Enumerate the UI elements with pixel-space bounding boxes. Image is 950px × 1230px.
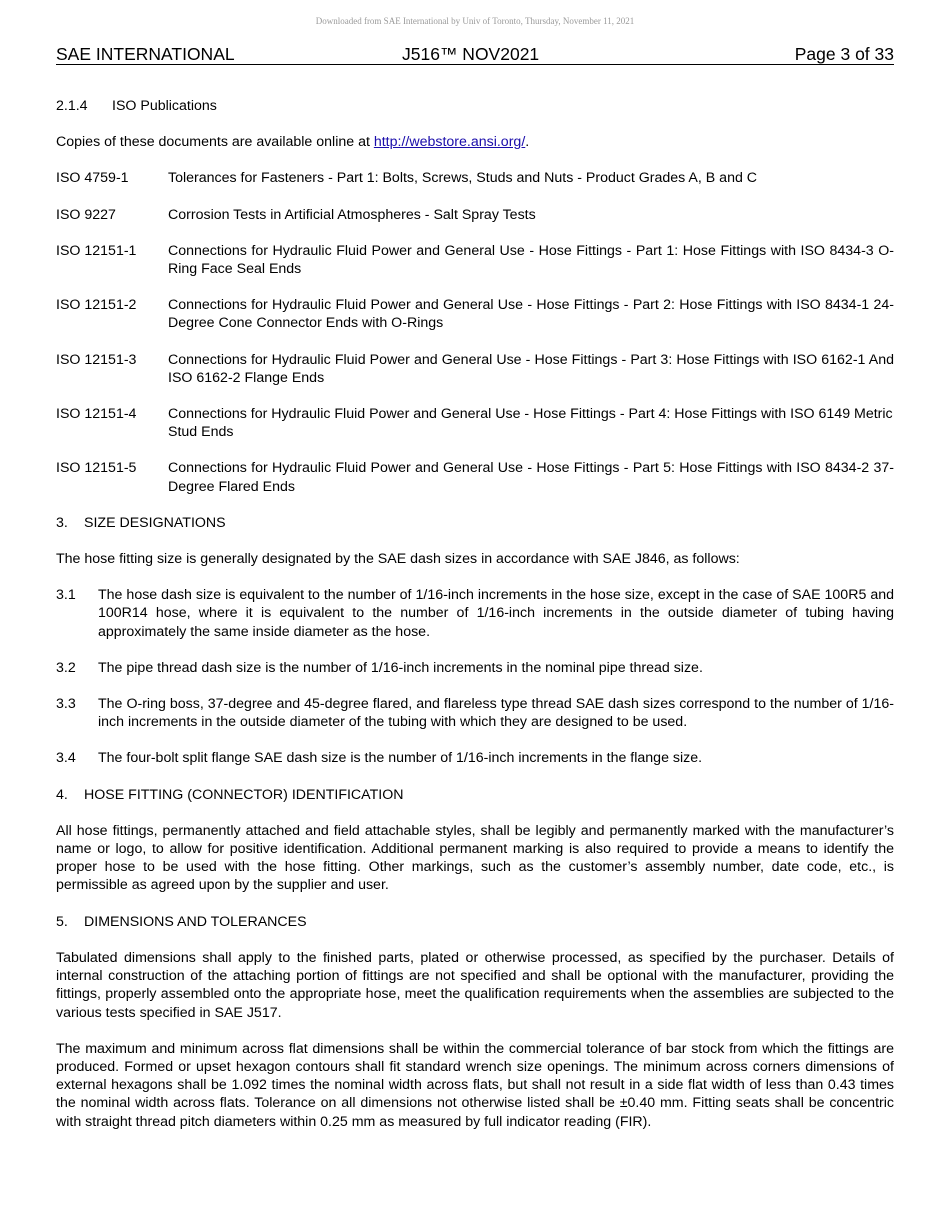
page-content: [56, 97, 894, 1131]
subsection-3-3: [56, 695, 894, 731]
reference-code: ISO 12151-5: [56, 460, 137, 477]
note-prefix: Copies of these documents are available online at: [56, 134, 374, 151]
header-page-number: Page 3 of 33: [794, 44, 894, 64]
subsection-text: The four-bolt split flange SAE dash size is the number of 1/16-inch increments in the flange size.: [98, 750, 703, 767]
reference-item: [56, 242, 894, 278]
reference-code: ISO 9227: [56, 206, 116, 223]
header-org: SAE INTERNATIONAL: [56, 44, 235, 64]
iso-availability-note: [56, 133, 894, 151]
reference-title: Connections for Hydraulic Fluid Power and General Use - Hose Fittings - Part 4: Hose Fittings with ISO 6149 Metric Stud Ends: [168, 406, 893, 441]
reference-item: [56, 405, 894, 441]
reference-item: [56, 459, 894, 495]
section-3-intro: The hose fitting size is generally designated by the SAE dash sizes in accordance with SAE J846, as follows:: [56, 551, 740, 568]
page-header: [56, 44, 894, 65]
reference-code: ISO 12151-3: [56, 351, 137, 368]
ansi-webstore-link[interactable]: http://webstore.ansi.org/: [373, 134, 526, 151]
section-3-heading: [56, 514, 894, 532]
subsection-number: 3.1: [56, 587, 76, 604]
reference-title: Corrosion Tests in Artificial Atmospheres - Salt Spray Tests: [168, 206, 536, 223]
subsection-number: 3.2: [56, 659, 76, 676]
reference-code: ISO 12151-1: [56, 242, 137, 259]
reference-item: [56, 206, 894, 224]
section-title: ISO Publications: [112, 98, 217, 114]
download-watermark: Downloaded from SAE International by Univ of Toronto, Thursday, November 11, 2021: [315, 16, 635, 26]
subsection-text: The O-ring boss, 37-degree and 45-degree flared, and flareless type thread SAE dash sizes correspond to the number of 1/16-inch increments in the outside diameter of the tubing with which they are designed to be used.: [98, 696, 894, 731]
reference-item: [56, 169, 894, 187]
section-number: 3.: [56, 514, 68, 531]
section-title: HOSE FITTING (CONNECTOR) IDENTIFICATION: [84, 786, 404, 803]
section-5-paragraph-2: The maximum and minimum across flat dimensions shall be within the commercial tolerance of bar stock from which the fittings are produced. Formed or upset hexagon contours shall fit standard wrench size openings. The minimum across corners dimensions of external hexagons shall be 1.092 times the nominal width across flats, but shall not result in a side flat width of less than 0.43 times the nominal width across flats. Tolerance on all dimensions not otherwise listed shall be ±0.40 mm. Fitting seats shall be concentric with straight thread pitch diameters within 0.25 mm as measured by full indicator reading (FIR).: [56, 1040, 894, 1130]
reference-code: ISO 4759-1: [56, 170, 129, 187]
section-5-heading: [56, 913, 894, 931]
section-title: DIMENSIONS AND TOLERANCES: [84, 913, 307, 930]
subsection-number: 3.3: [56, 696, 76, 713]
section-5-paragraph-1: Tabulated dimensions shall apply to the finished parts, plated or otherwise processed, as specified by the purchaser. Details of internal construction of the attaching portion of fittings are not specified and shall be optional with the manufacturer, providing the fittings, properly assembled onto the appropriate hose, meet the qualification requirements when the assemblies are subjected to the various tests specified in SAE J517.: [56, 949, 894, 1021]
reference-title: Connections for Hydraulic Fluid Power and General Use - Hose Fittings - Part 2: Hose Fittings with ISO 8434-1 24-Degree Cone Connector Ends with O-Rings: [168, 297, 894, 332]
subsection-3-1: [56, 586, 894, 641]
section-4-text: All hose fittings, permanently attached and field attachable styles, shall be legibly and permanently marked with the manufacturer’s name or logo, to allow for positive identification. Additional permanent marking is also required to provide a means to identify the proper hose to be used with the hose fitting. Other markings, such as the customer’s assembly number, date code, etc., is permissible as agreed upon by the supplier and user.: [56, 822, 894, 894]
reference-item: [56, 351, 894, 387]
section-title: SIZE DESIGNATIONS: [84, 514, 226, 531]
reference-code: ISO 12151-4: [56, 406, 137, 423]
subsection-3-2: [56, 659, 894, 677]
header-doc-id: J516™ NOV2021: [402, 44, 540, 64]
section-number: 2.1.4: [56, 98, 88, 114]
section-number: 5.: [56, 913, 68, 930]
section-4-heading: [56, 786, 894, 804]
subsection-text: The hose dash size is equivalent to the number of 1/16-inch increments in the hose size, except in the case of SAE 100R5 and 100R14 hose, where it is equivalent to the number of 1/16-inch increments in the outside diameter of tubing having approximately the same inside diameter as the hose.: [98, 587, 894, 640]
subsection-text: The pipe thread dash size is the number of 1/16-inch increments in the nominal pipe thread size.: [98, 659, 703, 676]
reference-title: Connections for Hydraulic Fluid Power and General Use - Hose Fittings - Part 1: Hose Fittings with ISO 8434-3 O-Ring Face Seal Ends: [168, 242, 894, 278]
note-suffix: .: [525, 134, 530, 151]
subsection-number: 3.4: [56, 750, 76, 767]
section-number: 4.: [56, 786, 68, 803]
reference-item: [56, 296, 894, 332]
section-2-1-4-heading: [56, 97, 894, 115]
reference-title: Tolerances for Fasteners - Part 1: Bolts, Screws, Studs and Nuts - Product Grades A, B and C: [168, 170, 758, 187]
subsection-3-4: [56, 749, 894, 767]
reference-code: ISO 12151-2: [56, 297, 137, 314]
reference-title: Connections for Hydraulic Fluid Power and General Use - Hose Fittings - Part 5: Hose Fittings with ISO 8434-2 37-Degree Flared Ends: [168, 460, 894, 495]
reference-title: Connections for Hydraulic Fluid Power and General Use - Hose Fittings - Part 3: Hose Fittings with ISO 6162-1 And ISO 6162-2 Flange Ends: [168, 351, 894, 386]
